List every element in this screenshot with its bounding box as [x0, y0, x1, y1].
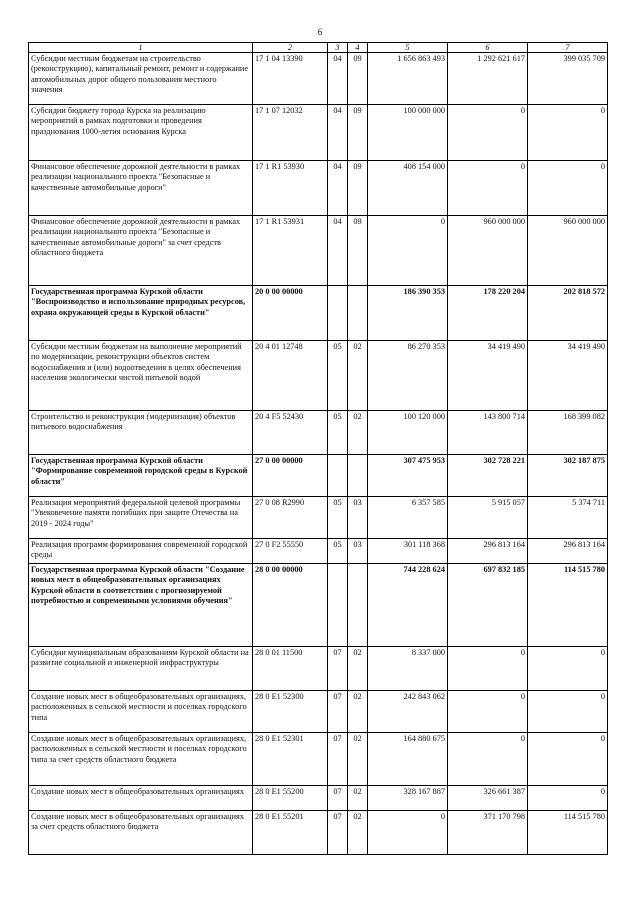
row-amount-1: 164 880 675 [368, 733, 448, 786]
table-row [29, 733, 608, 786]
row-subsection: 02 [348, 811, 368, 855]
row-amount-3: 114 515 780 [528, 811, 608, 855]
program-name: Государственная программа Курской области "Формирование современной городской среды в Курской области" [29, 455, 253, 497]
row-subsection: 02 [348, 691, 368, 733]
row-name: Создание новых мест в общеобразовательных организациях, расположенных в сельской местности и поселках городского типа за счет средств областного бюджета [29, 733, 253, 786]
row-section: 07 [328, 733, 348, 786]
row-subsection: 02 [348, 411, 368, 455]
row-amount-3: 399 035 709 [528, 53, 608, 105]
row-amount-2: 371 170 798 [448, 811, 528, 855]
table-row [29, 341, 608, 411]
row-code: 17 1 04 13390 [253, 53, 328, 105]
program-amount-1: 186 390 353 [368, 286, 448, 341]
row-code: 17 1 R1 53930 [253, 161, 328, 216]
table-header-row [29, 43, 608, 53]
row-amount-2: 960 000 000 [448, 216, 528, 286]
row-name: Строительство и реконструкция (модернизация) объектов питьевого водоснабжения [29, 411, 253, 455]
row-section: 07 [328, 811, 348, 855]
budget-allocation-table [28, 42, 608, 855]
row-subsection: 09 [348, 161, 368, 216]
column-header: 3 [328, 43, 348, 53]
row-section: 04 [328, 216, 348, 286]
program-amount-3: 302 187 875 [528, 455, 608, 497]
row-amount-2: 1 292 621 617 [448, 53, 528, 105]
row-code: 17 1 07 12032 [253, 105, 328, 161]
column-header: 2 [253, 43, 328, 53]
row-name: Субсидии местным бюджетам на выполнение мероприятий по модернизации, реконструкции объектов систем водоснабжения и (или) водоотведения в целях обеспечения населения экологически чистой питьевой водой [29, 341, 253, 411]
table-row [29, 497, 608, 539]
row-amount-1: 408 154 000 [368, 161, 448, 216]
row-name: Создание новых мест в общеобразовательных организациях [29, 786, 253, 811]
row-name: Финансовое обеспечение дорожной деятельности в рамках реализации национального проекта "Безопасные и качественные автомобильные дороги" [29, 161, 253, 216]
program-name: Государственная программа Курской области "Воспроизводство и использование природных ресурсов, охрана окружающей среды в Курской области" [29, 286, 253, 341]
row-code: 28 0 E1 55201 [253, 811, 328, 855]
column-header: 6 [448, 43, 528, 53]
table-row [29, 216, 608, 286]
row-amount-1: 1 656 863 493 [368, 53, 448, 105]
program-amount-1: 307 475 953 [368, 455, 448, 497]
row-section: 05 [328, 497, 348, 539]
program-code: 28 0 00 00000 [253, 564, 328, 647]
row-subsection [348, 455, 368, 497]
row-amount-3: 296 813 164 [528, 539, 608, 564]
row-amount-2: 0 [448, 691, 528, 733]
row-section: 07 [328, 786, 348, 811]
row-section: 05 [328, 539, 348, 564]
row-section [328, 286, 348, 341]
table-row [29, 539, 608, 564]
program-amount-2: 697 832 185 [448, 564, 528, 647]
column-header: 5 [368, 43, 448, 53]
row-name: Финансовое обеспечение дорожной деятельности в рамках реализации национального проекта "Безопасные и качественные автомобильные дороги" за счет средств областного бюджета [29, 216, 253, 286]
table-row [29, 161, 608, 216]
row-code: 27 0 08 R2990 [253, 497, 328, 539]
row-amount-3: 168 399 082 [528, 411, 608, 455]
row-name: Создание новых мест в общеобразовательных организациях, расположенных в сельской местности и поселках городского типа [29, 691, 253, 733]
row-section: 05 [328, 411, 348, 455]
row-subsection [348, 564, 368, 647]
row-code: 28 0 01 11500 [253, 647, 328, 691]
program-row [29, 564, 608, 647]
program-code: 27 0 00 00000 [253, 455, 328, 497]
row-name: Создание новых мест в общеобразовательных организациях за счет средств областного бюджета [29, 811, 253, 855]
row-code: 20 4 01 12748 [253, 341, 328, 411]
row-name: Субсидии муниципальным образованиям Курской области на развитие социальной и инженерной инфраструктуры [29, 647, 253, 691]
row-section: 04 [328, 53, 348, 105]
row-amount-2: 0 [448, 647, 528, 691]
row-amount-1: 86 270 353 [368, 341, 448, 411]
row-amount-3: 0 [528, 647, 608, 691]
row-name: Реализация мероприятий федеральной целевой программы "Увековечение памяти погибших при защите Отечества на 2019 - 2024 годы" [29, 497, 253, 539]
row-section: 07 [328, 647, 348, 691]
column-header: 4 [348, 43, 368, 53]
row-amount-3: 960 000 000 [528, 216, 608, 286]
row-amount-2: 296 813 164 [448, 539, 528, 564]
row-amount-1: 100 000 000 [368, 105, 448, 161]
program-amount-1: 744 228 624 [368, 564, 448, 647]
row-amount-2: 0 [448, 105, 528, 161]
row-section: 04 [328, 161, 348, 216]
row-amount-2: 0 [448, 161, 528, 216]
table-row [29, 105, 608, 161]
table-row [29, 786, 608, 811]
row-amount-1: 301 118 368 [368, 539, 448, 564]
row-amount-2: 0 [448, 733, 528, 786]
row-subsection: 02 [348, 786, 368, 811]
row-subsection: 02 [348, 341, 368, 411]
row-name: Реализация программ формирования современной городской среды [29, 539, 253, 564]
row-amount-3: 0 [528, 161, 608, 216]
row-subsection: 09 [348, 53, 368, 105]
row-name: Субсидии местным бюджетам на строительство (реконструкцию), капитальный ремонт, ремонт и содержание автомобильных дорог общего пользования местного значения [29, 53, 253, 105]
row-section [328, 455, 348, 497]
row-code: 20 4 F5 52430 [253, 411, 328, 455]
row-subsection: 09 [348, 216, 368, 286]
page-number: 6 [317, 27, 323, 37]
row-amount-3: 0 [528, 786, 608, 811]
program-row [29, 286, 608, 341]
row-amount-3: 5 374 711 [528, 497, 608, 539]
row-subsection: 02 [348, 733, 368, 786]
row-section [328, 564, 348, 647]
row-subsection: 03 [348, 497, 368, 539]
column-header: 7 [528, 43, 608, 53]
row-amount-1: 100 120 000 [368, 411, 448, 455]
row-name: Субсидии бюджету города Курска на реализацию мероприятий в рамках подготовки и проведения празднования 1000-летия основания Курска [29, 105, 253, 161]
program-amount-3: 114 515 780 [528, 564, 608, 647]
program-name: Государственная программа Курской области "Создание новых мест в общеобразовательных организациях Курской области в соответствии с прогнозируемой потребностью и современными условиями обучения" [29, 564, 253, 647]
program-amount-3: 202 818 572 [528, 286, 608, 341]
row-amount-3: 0 [528, 105, 608, 161]
row-amount-1: 242 843 062 [368, 691, 448, 733]
program-code: 20 0 00 00000 [253, 286, 328, 341]
row-section: 04 [328, 105, 348, 161]
row-amount-1: 6 357 585 [368, 497, 448, 539]
program-row [29, 455, 608, 497]
row-code: 28 0 E1 52300 [253, 691, 328, 733]
table-row [29, 411, 608, 455]
row-amount-2: 34 419 490 [448, 341, 528, 411]
row-amount-1: 8 337 000 [368, 647, 448, 691]
row-amount-1: 0 [368, 216, 448, 286]
row-code: 28 0 E1 55200 [253, 786, 328, 811]
program-amount-2: 178 220 204 [448, 286, 528, 341]
row-amount-2: 5 915 057 [448, 497, 528, 539]
table-row [29, 811, 608, 855]
row-subsection: 03 [348, 539, 368, 564]
row-amount-3: 0 [528, 733, 608, 786]
row-subsection [348, 286, 368, 341]
table-row [29, 647, 608, 691]
row-amount-3: 34 419 490 [528, 341, 608, 411]
row-amount-1: 0 [368, 811, 448, 855]
row-section: 05 [328, 341, 348, 411]
row-amount-2: 326 661 387 [448, 786, 528, 811]
row-code: 28 0 E1 52301 [253, 733, 328, 786]
table-row [29, 53, 608, 105]
row-section: 07 [328, 691, 348, 733]
row-subsection: 09 [348, 105, 368, 161]
row-amount-2: 143 800 714 [448, 411, 528, 455]
program-amount-2: 302 728 221 [448, 455, 528, 497]
row-code: 27 0 F2 55550 [253, 539, 328, 564]
row-amount-1: 328 167 887 [368, 786, 448, 811]
column-header: 1 [29, 43, 253, 53]
row-amount-3: 0 [528, 691, 608, 733]
table-row [29, 691, 608, 733]
row-subsection: 02 [348, 647, 368, 691]
row-code: 17 1 R1 53931 [253, 216, 328, 286]
